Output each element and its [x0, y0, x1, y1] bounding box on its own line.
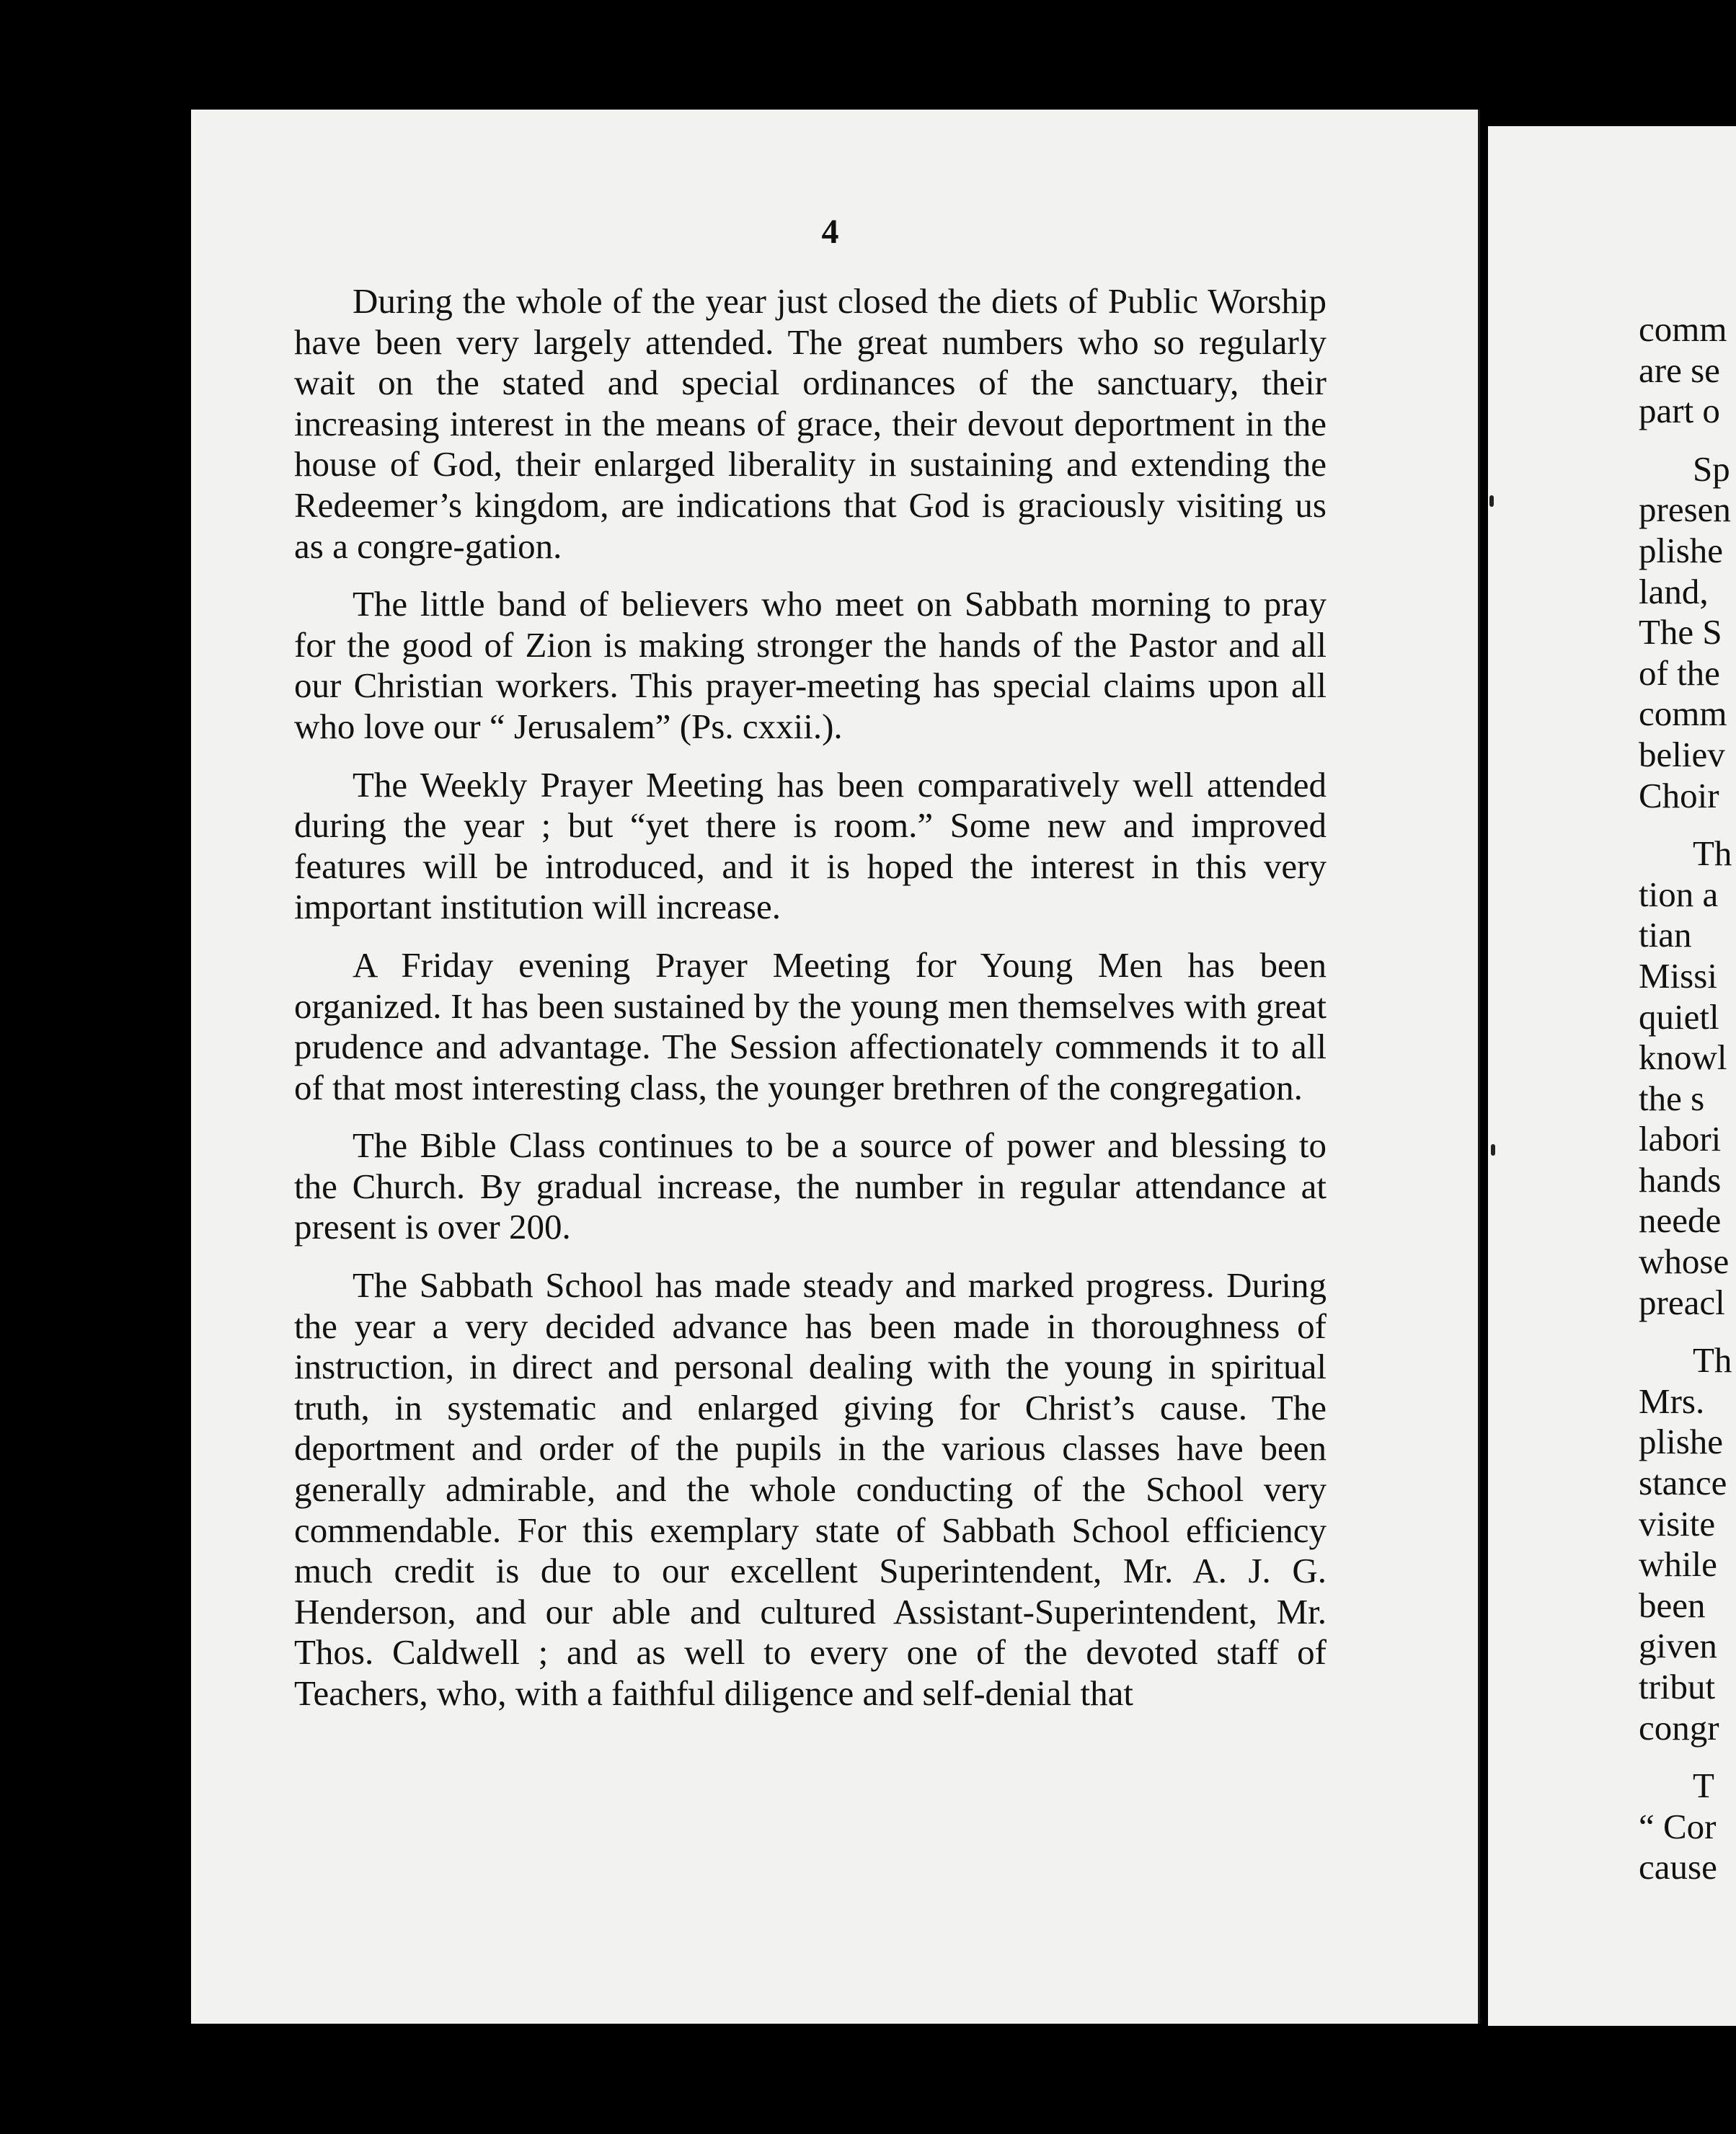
right-page-line: comm	[1639, 694, 1727, 734]
right-page-line: tian	[1639, 915, 1692, 955]
right-page-line: labori	[1639, 1119, 1722, 1159]
right-page-line: knowl	[1639, 1037, 1727, 1078]
right-page-line: given	[1639, 1626, 1717, 1666]
body-text	[294, 281, 1327, 1732]
right-page-line: hands	[1639, 1159, 1722, 1200]
right-page-line: neede	[1639, 1200, 1722, 1241]
right-page-line: stance	[1639, 1463, 1727, 1503]
right-page-line: congr	[1639, 1707, 1719, 1748]
right-page-line: Sp	[1693, 448, 1730, 489]
right-page-line: while	[1639, 1544, 1717, 1585]
right-page-line: preacl	[1639, 1282, 1725, 1322]
right-page-line: Choir	[1639, 775, 1719, 815]
right-page-line: presen	[1639, 490, 1731, 530]
right-page-line: part o	[1639, 391, 1720, 431]
right-page-line: T	[1693, 1766, 1714, 1806]
page-number: 4	[821, 213, 839, 251]
right-page-line: been	[1639, 1585, 1706, 1625]
right-page-line: plishe	[1639, 1422, 1724, 1462]
paragraph-sabbath-morning-prayer: The little band of believers who meet on Sabbath morning to pray for the good of Zion is making stronger the hands of the Pastor and all our Christian workers. This prayer-meeting has special claims upon all who love our “ Jerusalem” (Ps. cxxii.).	[294, 584, 1327, 746]
right-page-line: Missi	[1639, 955, 1717, 996]
right-page-line: The S	[1639, 612, 1722, 652]
right-page-line: Mrs.	[1639, 1381, 1705, 1421]
right-page-line: Th	[1693, 1340, 1732, 1381]
right-page-line: visite	[1639, 1503, 1716, 1544]
gutter-mark	[1491, 1144, 1495, 1156]
right-page-line: the s	[1639, 1078, 1705, 1118]
right-page-line: quietl	[1639, 996, 1719, 1037]
paragraph-bible-class: The Bible Class continues to be a source of power and blessing to the Church. By gradual increase, the number in regular attendance at present is over 200.	[294, 1125, 1327, 1247]
paragraph-sabbath-school: The Sabbath School has made steady and marked progress. During the year a very decided advance has been made in thoroughness of instruction, in direct and personal dealing with the young in spiritual truth, in systematic and enlarged giving for Christ’s cause. The deportment and order of the pupils in the various classes have been generally admirable, and the whole conducting of the School very commendable. For this exemplary state of Sabbath School efficiency much credit is due to our excellent Superintendent, Mr. A. J. G. Henderson, and our able and cultured Assistant-Superintendent, Mr. Thos. Caldwell ; and as well to every one of the devoted staff of Teachers, who, with a faithful diligence and self-denial that	[294, 1265, 1327, 1713]
left-page	[191, 110, 1480, 2024]
right-page-line: Th	[1693, 833, 1732, 874]
right-page-line: tion a	[1639, 874, 1719, 914]
right-page-text	[1639, 309, 1732, 1888]
right-page-line: whose	[1639, 1241, 1730, 1282]
right-page-line: believ	[1639, 734, 1725, 774]
right-page-line: are se	[1639, 350, 1720, 390]
right-page-line: tribut	[1639, 1667, 1716, 1706]
right-page-line: of the	[1639, 652, 1720, 693]
gutter-mark	[1489, 495, 1494, 507]
right-page	[1488, 126, 1736, 2026]
right-page-line: land,	[1639, 571, 1709, 611]
paragraph-public-worship: During the whole of the year just closed the diets of Public Worship have been very largely attended. The great numbers who so regularly wait on the stated and special ordinances of the sanctuary, their increasing interest in the means of grace, their devout deportment in the house of God, their enlarged liberality in sustaining and extending the Redeemer’s kingdom, are indications that God is graciously visiting us as a congre-gation.	[294, 281, 1327, 566]
right-page-line: cause	[1639, 1847, 1717, 1887]
paragraph-young-men-prayer-meeting: A Friday evening Prayer Meeting for Young Men has been organized. It has been sustained by the young men themselves with great prudence and advantage. The Session affectionately commends it to all of that most interesting class, the younger brethren of the congregation.	[294, 944, 1327, 1107]
right-page-line: “ Cor	[1639, 1806, 1717, 1846]
paragraph-weekly-prayer-meeting: The Weekly Prayer Meeting has been comparatively well attended during the year ; but “yet there is room.” Some new and improved features will be introduced, and it is hoped the interest in this very important institution will increase.	[294, 764, 1327, 927]
right-page-line: comm	[1639, 309, 1727, 349]
right-page-line: plishe	[1639, 530, 1724, 570]
